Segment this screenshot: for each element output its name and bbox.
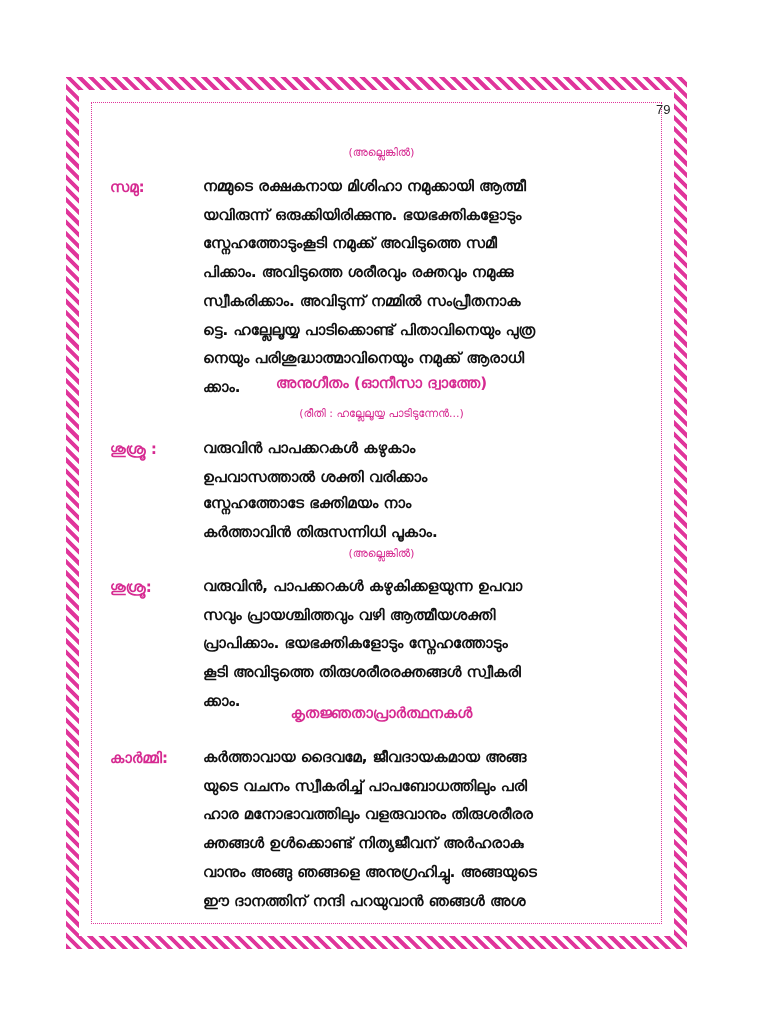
speaker-samu: സമു: <box>110 178 145 196</box>
speaker-shushru-2: ശുശ്രൂ: <box>110 578 152 596</box>
alternative-label-2: (അല്ലെങ്കിൽ) <box>348 547 415 560</box>
text-line: കർത്താവായ ദൈവമേ, ജീവദായകമായ അങ്ങ <box>203 748 527 766</box>
heading-kruthajnatha: കൃതജ്ഞതാപ്രാർത്ഥനകൾ <box>290 704 473 722</box>
text-line: ക്കാം. <box>203 377 241 396</box>
tune-note: (രീതി : ഹല്ലേലൂയ്യ പാടിടുന്നേൻ...) <box>299 407 464 420</box>
text-line: പിക്കാം. അവിടുത്തെ ശരീരവും രക്തവും നമുക്കു <box>203 263 514 282</box>
hymn-stanza-2 <box>203 489 438 546</box>
text-line: യവിരുന്ന് ഒരുക്കിയിരിക്കുന്നു. ഭയഭക്തികളോടും <box>203 205 522 224</box>
text-line: നമ്മുടെ രക്ഷകനായ മിശിഹാ നമുക്കായി ആത്മീ <box>203 177 526 195</box>
text-line: ക്കാം. <box>203 691 241 710</box>
text-line: നെയും പരിശുദ്ധാത്മാവിനെയും നമുക്ക് ആരാധി <box>203 349 525 368</box>
text-line: വരുവിൻ, പാപക്കറകൾ കഴുകിക്കളയുന്ന ഉപവാ <box>203 577 523 595</box>
text-line: സവും പ്രായശ്ചിത്തവും വഴി ആത്മീയശക്തി <box>203 605 496 624</box>
text-line: ഈ ദാനത്തിന് നന്ദി പറയുവാൻ ഞങ്ങൾ അശ <box>203 891 526 910</box>
shushru-paragraph <box>203 572 522 716</box>
text-line: വാനും അങ്ങു ഞങ്ങളെ അനുഗ്രഹിച്ചു. അങ്ങയുടെ <box>203 862 537 881</box>
verse-line: സ്നേഹത്തോടേ ഭക്തിമയം നാം <box>203 494 412 512</box>
text-line: ട്ടെ. ഹല്ലേലൂയ്യ പാടിക്കൊണ്ട് പിതാവിനെയും പുത്ര <box>203 320 536 339</box>
hymn-stanza-1 <box>203 434 427 491</box>
alternative-label-1: (അല്ലെങ്കിൽ) <box>348 146 415 159</box>
text-line: സ്നേഹത്തോടുംകൂടി നമുക്ക് അവിടുത്തെ സമീ <box>203 234 498 253</box>
text-line: പ്രാപിക്കാം. ഭയഭക്തികളോടും സ്നേഹത്തോടും <box>203 634 508 653</box>
verse-line: ഉപവാസത്താൽ ശക്തി വരിക്കാം <box>203 467 428 486</box>
text-line: യുടെ വചനം സ്വീകരിച്ച് പാപബോധത്തിലും പരി <box>203 776 527 795</box>
text-line: ക്തങ്ങൾ ഉൾക്കൊണ്ട് നിത്യജീവന് അർഹരാകു <box>203 834 524 853</box>
heading-anugeetham: അനുഗീതം (ഓനീസാ ദ്വാത്തേ) <box>275 374 488 392</box>
verse-line: വരുവിൻ പാപക്കറകൾ കഴുകാം <box>203 439 416 457</box>
samu-paragraph <box>203 172 535 402</box>
speaker-karmmi: കാർമ്മി: <box>110 749 169 767</box>
text-line: കൂടി അവിടുത്തെ തിരുശരീരരക്തങ്ങൾ സ്വീകരി <box>203 663 521 682</box>
text-line: ഹാര മനോഭാവത്തിലും വളരുവാനും തിരുശരീരര <box>203 805 533 824</box>
verse-line: കർത്താവിൻ തിരുസന്നിധി പൂകാം. <box>203 522 438 541</box>
karmmi-paragraph <box>203 743 537 915</box>
page-number: 79 <box>656 102 671 117</box>
text-line: സ്വീകരിക്കാം. അവിടുന്ന് നമ്മിൽ സംപ്രീതനാക <box>203 291 521 310</box>
speaker-shushru-1: ശുശ്രൂ : <box>110 440 157 458</box>
